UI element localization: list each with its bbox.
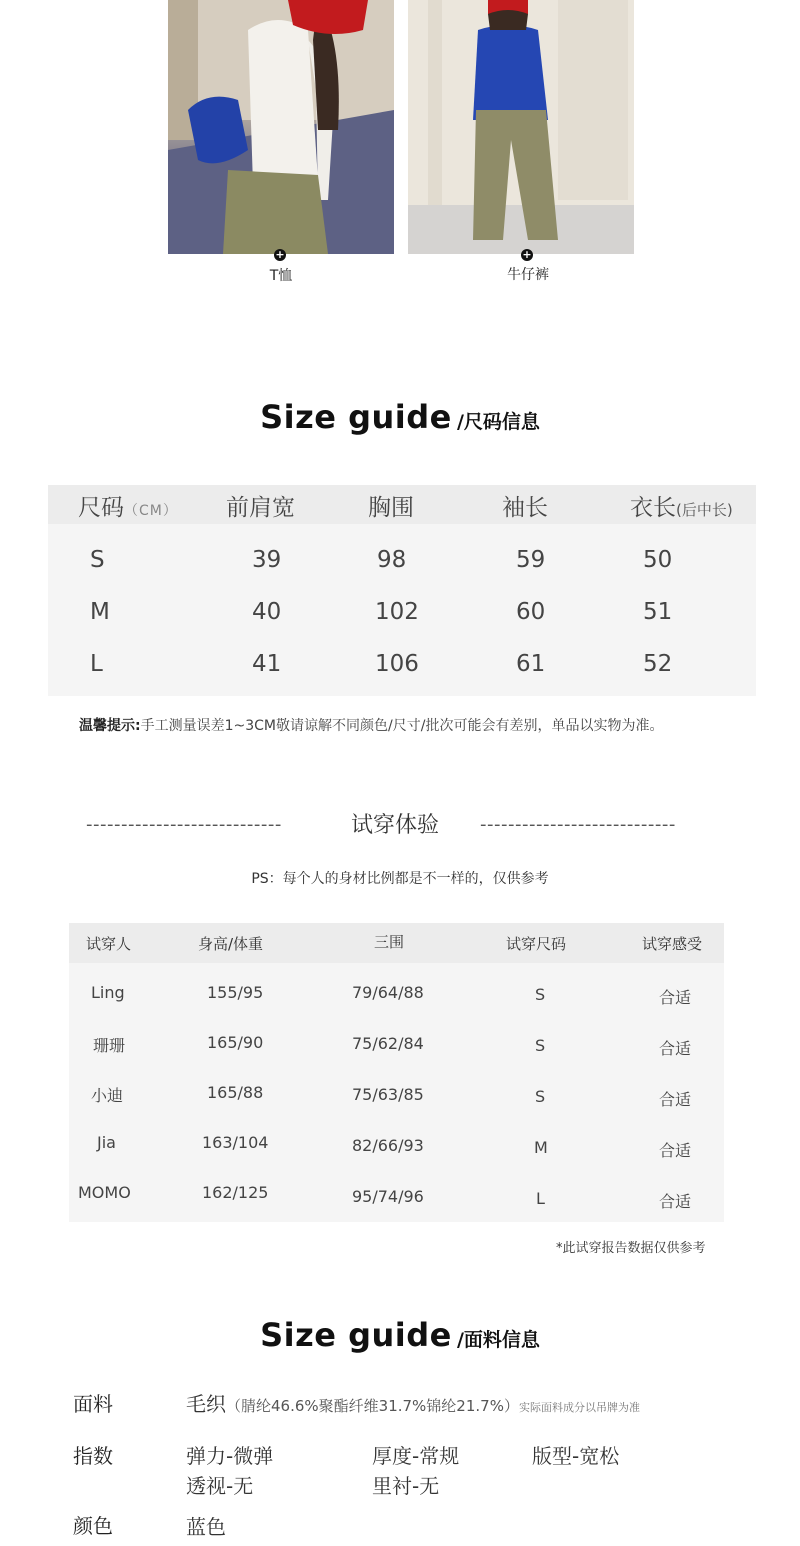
- table-row-feeling: 合适: [659, 1090, 692, 1109]
- thickness-value: 厚度-常规: [372, 1444, 460, 1468]
- shoulder-cell: 41: [252, 651, 282, 677]
- try-on-note: *此试穿报告数据仅供参考: [556, 1241, 706, 1256]
- table-row-feeling: 合适: [659, 988, 692, 1007]
- product-caption: T恤: [269, 268, 293, 284]
- table-row-hw: 163/104: [202, 1133, 269, 1152]
- chest-cell: 102: [375, 599, 419, 625]
- table-row-measure: 95/74/96: [352, 1187, 424, 1206]
- sleeve-cell: 59: [516, 547, 546, 573]
- sleeve-cell: 60: [516, 599, 546, 625]
- index-label: 指数: [73, 1444, 113, 1468]
- chest-cell: 98: [377, 547, 407, 573]
- elastic-value: 弹力-微弹: [186, 1444, 274, 1468]
- table-row-feeling: 合适: [659, 1192, 692, 1211]
- header-sleeve: 袖长: [502, 495, 548, 521]
- fabric-heading: [0, 1316, 800, 1354]
- plus-icon[interactable]: +: [275, 248, 285, 261]
- table-row-size: M: [534, 1138, 548, 1157]
- try-on-table: [69, 923, 724, 1222]
- chest-cell: 106: [375, 651, 419, 677]
- table-row-person: 小迪: [91, 1086, 124, 1105]
- product-caption: 牛仔裤: [507, 267, 549, 283]
- length-cell: 50: [643, 547, 673, 573]
- shoulder-cell: 40: [252, 599, 282, 625]
- size-guide-heading: [0, 398, 800, 436]
- heading-cn: /尺码信息: [456, 411, 540, 433]
- fit-value: 版型-宽松: [532, 1444, 620, 1468]
- heading-cn: /面料信息: [456, 1329, 540, 1351]
- try-on-ps: PS：每个人的身材比例都是不一样的，仅供参考: [251, 871, 549, 887]
- size-cell: L: [90, 651, 103, 677]
- table-row-measure: 75/63/85: [352, 1085, 424, 1104]
- header-size: 尺码（CM）: [78, 495, 178, 521]
- table-row-size: L: [536, 1189, 545, 1208]
- divider-right: ----------------------------: [480, 814, 676, 835]
- table-row-measure: 82/66/93: [352, 1136, 424, 1155]
- table-row-hw: 162/125: [202, 1183, 269, 1202]
- shoulder-cell: 39: [252, 547, 282, 573]
- table-row-measure: 75/62/84: [352, 1034, 424, 1053]
- length-cell: 51: [643, 599, 673, 625]
- header-shoulder: 前肩宽: [226, 495, 295, 521]
- table-row-size: S: [535, 1087, 546, 1106]
- header-measurements: 三围: [374, 933, 405, 951]
- table-row-size: S: [535, 985, 546, 1004]
- table-row-hw: 155/95: [207, 983, 264, 1002]
- lining-value: 里衬-无: [372, 1474, 440, 1498]
- length-cell: 52: [643, 651, 673, 677]
- color-label: 颜色: [73, 1514, 113, 1538]
- material-label: 面料: [73, 1392, 113, 1416]
- table-row-person: MOMO: [78, 1183, 131, 1202]
- size-table: [48, 485, 756, 696]
- table-row-person: Jia: [97, 1133, 116, 1152]
- table-row-size: S: [535, 1036, 546, 1055]
- header-height-weight: 身高/体重: [198, 935, 264, 953]
- table-row-person: Ling: [91, 983, 125, 1002]
- product-photo-tshirt: [168, 0, 394, 261]
- material-value: 毛织（腈纶46.6%聚酯纤维31.7%锦纶21.7%）实际面料成分以吊牌为准: [186, 1392, 640, 1416]
- header-person: 试穿人: [86, 935, 132, 953]
- try-on-title: 试穿体验: [351, 813, 440, 838]
- color-value: 蓝色: [186, 1515, 226, 1539]
- heading-en: Size guide: [260, 1316, 452, 1354]
- table-row-measure: 79/64/88: [352, 983, 424, 1002]
- header-chest: 胸围: [368, 495, 414, 521]
- table-row-feeling: 合适: [659, 1039, 692, 1058]
- plus-icon[interactable]: +: [522, 248, 532, 261]
- table-row-hw: 165/90: [207, 1033, 264, 1052]
- table-row-hw: 165/88: [207, 1083, 264, 1102]
- table-row-feeling: 合适: [659, 1141, 692, 1160]
- measurement-tip: 温馨提示:手工测量误差1~3CM敬请谅解不同颜色/尺寸/批次可能会有差别，单品以实物为准。: [79, 718, 664, 734]
- sleeve-cell: 61: [516, 651, 546, 677]
- product-photo-jeans: [408, 0, 634, 261]
- header-size: 试穿尺码: [506, 935, 567, 953]
- divider-left: ----------------------------: [86, 814, 282, 835]
- header-length: 衣长(后中长): [630, 495, 733, 521]
- size-cell: M: [90, 599, 110, 625]
- table-row-person: 珊珊: [93, 1036, 126, 1055]
- size-cell: S: [90, 547, 105, 573]
- heading-en: Size guide: [260, 398, 452, 436]
- see-through-value: 透视-无: [186, 1474, 254, 1498]
- header-feeling: 试穿感受: [642, 935, 703, 953]
